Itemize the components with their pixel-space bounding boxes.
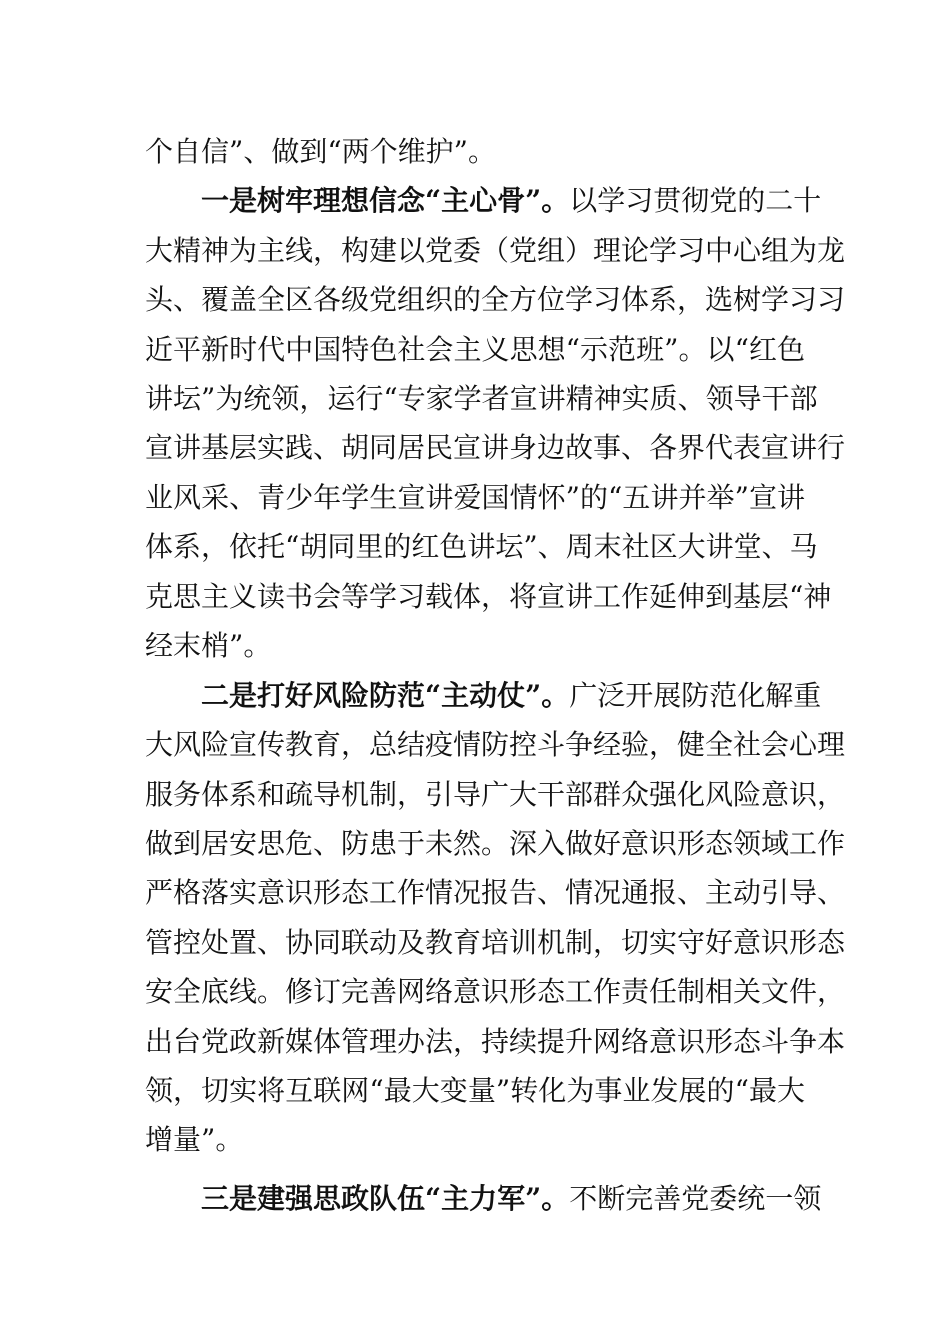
- paragraph-heading: 二是打好风险防范“主动仗”。: [201, 679, 570, 712]
- line-text: 做到居安思危、防患于未然。深入做好意识形态领域工作: [145, 827, 846, 860]
- paragraph-heading-line: [201, 181, 822, 221]
- line-text: 以学习贯彻党的二十: [569, 184, 822, 217]
- line-text: 个自信”、做到“两个维护”。: [145, 135, 496, 168]
- line-text: 领，切实将互联网“最大变量”转化为事业发展的“最大: [145, 1074, 805, 1107]
- paragraph-line: [145, 824, 846, 864]
- line-text: 体系，依托“胡同里的红色讲坛”、周末社区大讲堂、马: [145, 530, 818, 563]
- line-text: 广泛开展防范化解重: [569, 679, 822, 712]
- line-text: 业风采、青少年学生宣讲爱国情怀”的“五讲并举”宣讲: [145, 481, 805, 514]
- paragraph-line: [145, 775, 846, 815]
- paragraph-line: [145, 428, 846, 468]
- paragraph-line: [145, 923, 846, 963]
- line-text: 出台党政新媒体管理办法，持续提升网络意识形态斗争本: [145, 1025, 846, 1058]
- paragraph-line: [145, 527, 818, 567]
- paragraph-heading-line: [201, 676, 822, 716]
- line-text: 管控处置、协同联动及教育培训机制，切实守好意识形态: [145, 926, 846, 959]
- line-text: 严格落实意识形态工作情况报告、情况通报、主动引导、: [145, 876, 846, 909]
- line-text: 克思主义读书会等学习载体，将宣讲工作延伸到基层“神: [145, 580, 832, 613]
- paragraph-line: [145, 231, 846, 271]
- line-text: 讲坛”为统领，运行“专家学者宣讲精神实质、领导干部: [145, 382, 818, 415]
- paragraph-line: [145, 1022, 846, 1062]
- paragraph-line: [145, 626, 805, 666]
- line-text: 大风险宣传教育，总结疫情防控斗争经验，健全社会心理: [145, 728, 846, 761]
- line-text: 增量”。: [145, 1123, 244, 1156]
- line-text: 近平新时代中国特色社会主义思想“示范班”。以“红色: [145, 333, 805, 366]
- paragraph-heading: 三是建强思政队伍“主力军”。: [201, 1182, 570, 1215]
- paragraph-line: [145, 577, 832, 617]
- paragraph-line: [145, 280, 846, 320]
- line-text: 服务体系和疏导机制，引导广大干部群众强化风险意识，: [145, 778, 846, 811]
- line-text: 宣讲基层实践、胡同居民宣讲身边故事、各界代表宣讲行: [145, 431, 846, 464]
- paragraph-heading-line: [201, 1179, 822, 1219]
- paragraph-line: [145, 972, 846, 1012]
- line-text: 不断完善党委统一领: [569, 1182, 822, 1215]
- line-text: 安全底线。修订完善网络意识形态工作责任制相关文件，: [145, 975, 846, 1008]
- line-text: 经末梢”。: [145, 629, 272, 662]
- paragraph-line: [145, 873, 846, 913]
- paragraph-line: [145, 1071, 805, 1111]
- paragraph-line: [145, 330, 805, 370]
- paragraph-line: [145, 379, 818, 419]
- paragraph-line: [145, 1120, 805, 1160]
- paragraph-line: [145, 478, 805, 518]
- paragraph-line: [145, 132, 805, 172]
- line-text: 头、覆盖全区各级党组织的全方位学习体系，选树学习习: [145, 283, 846, 316]
- paragraph-line: [145, 725, 846, 765]
- paragraph-heading: 一是树牢理想信念“主心骨”。: [201, 184, 570, 217]
- line-text: 大精神为主线，构建以党委（党组）理论学习中心组为龙: [145, 234, 846, 267]
